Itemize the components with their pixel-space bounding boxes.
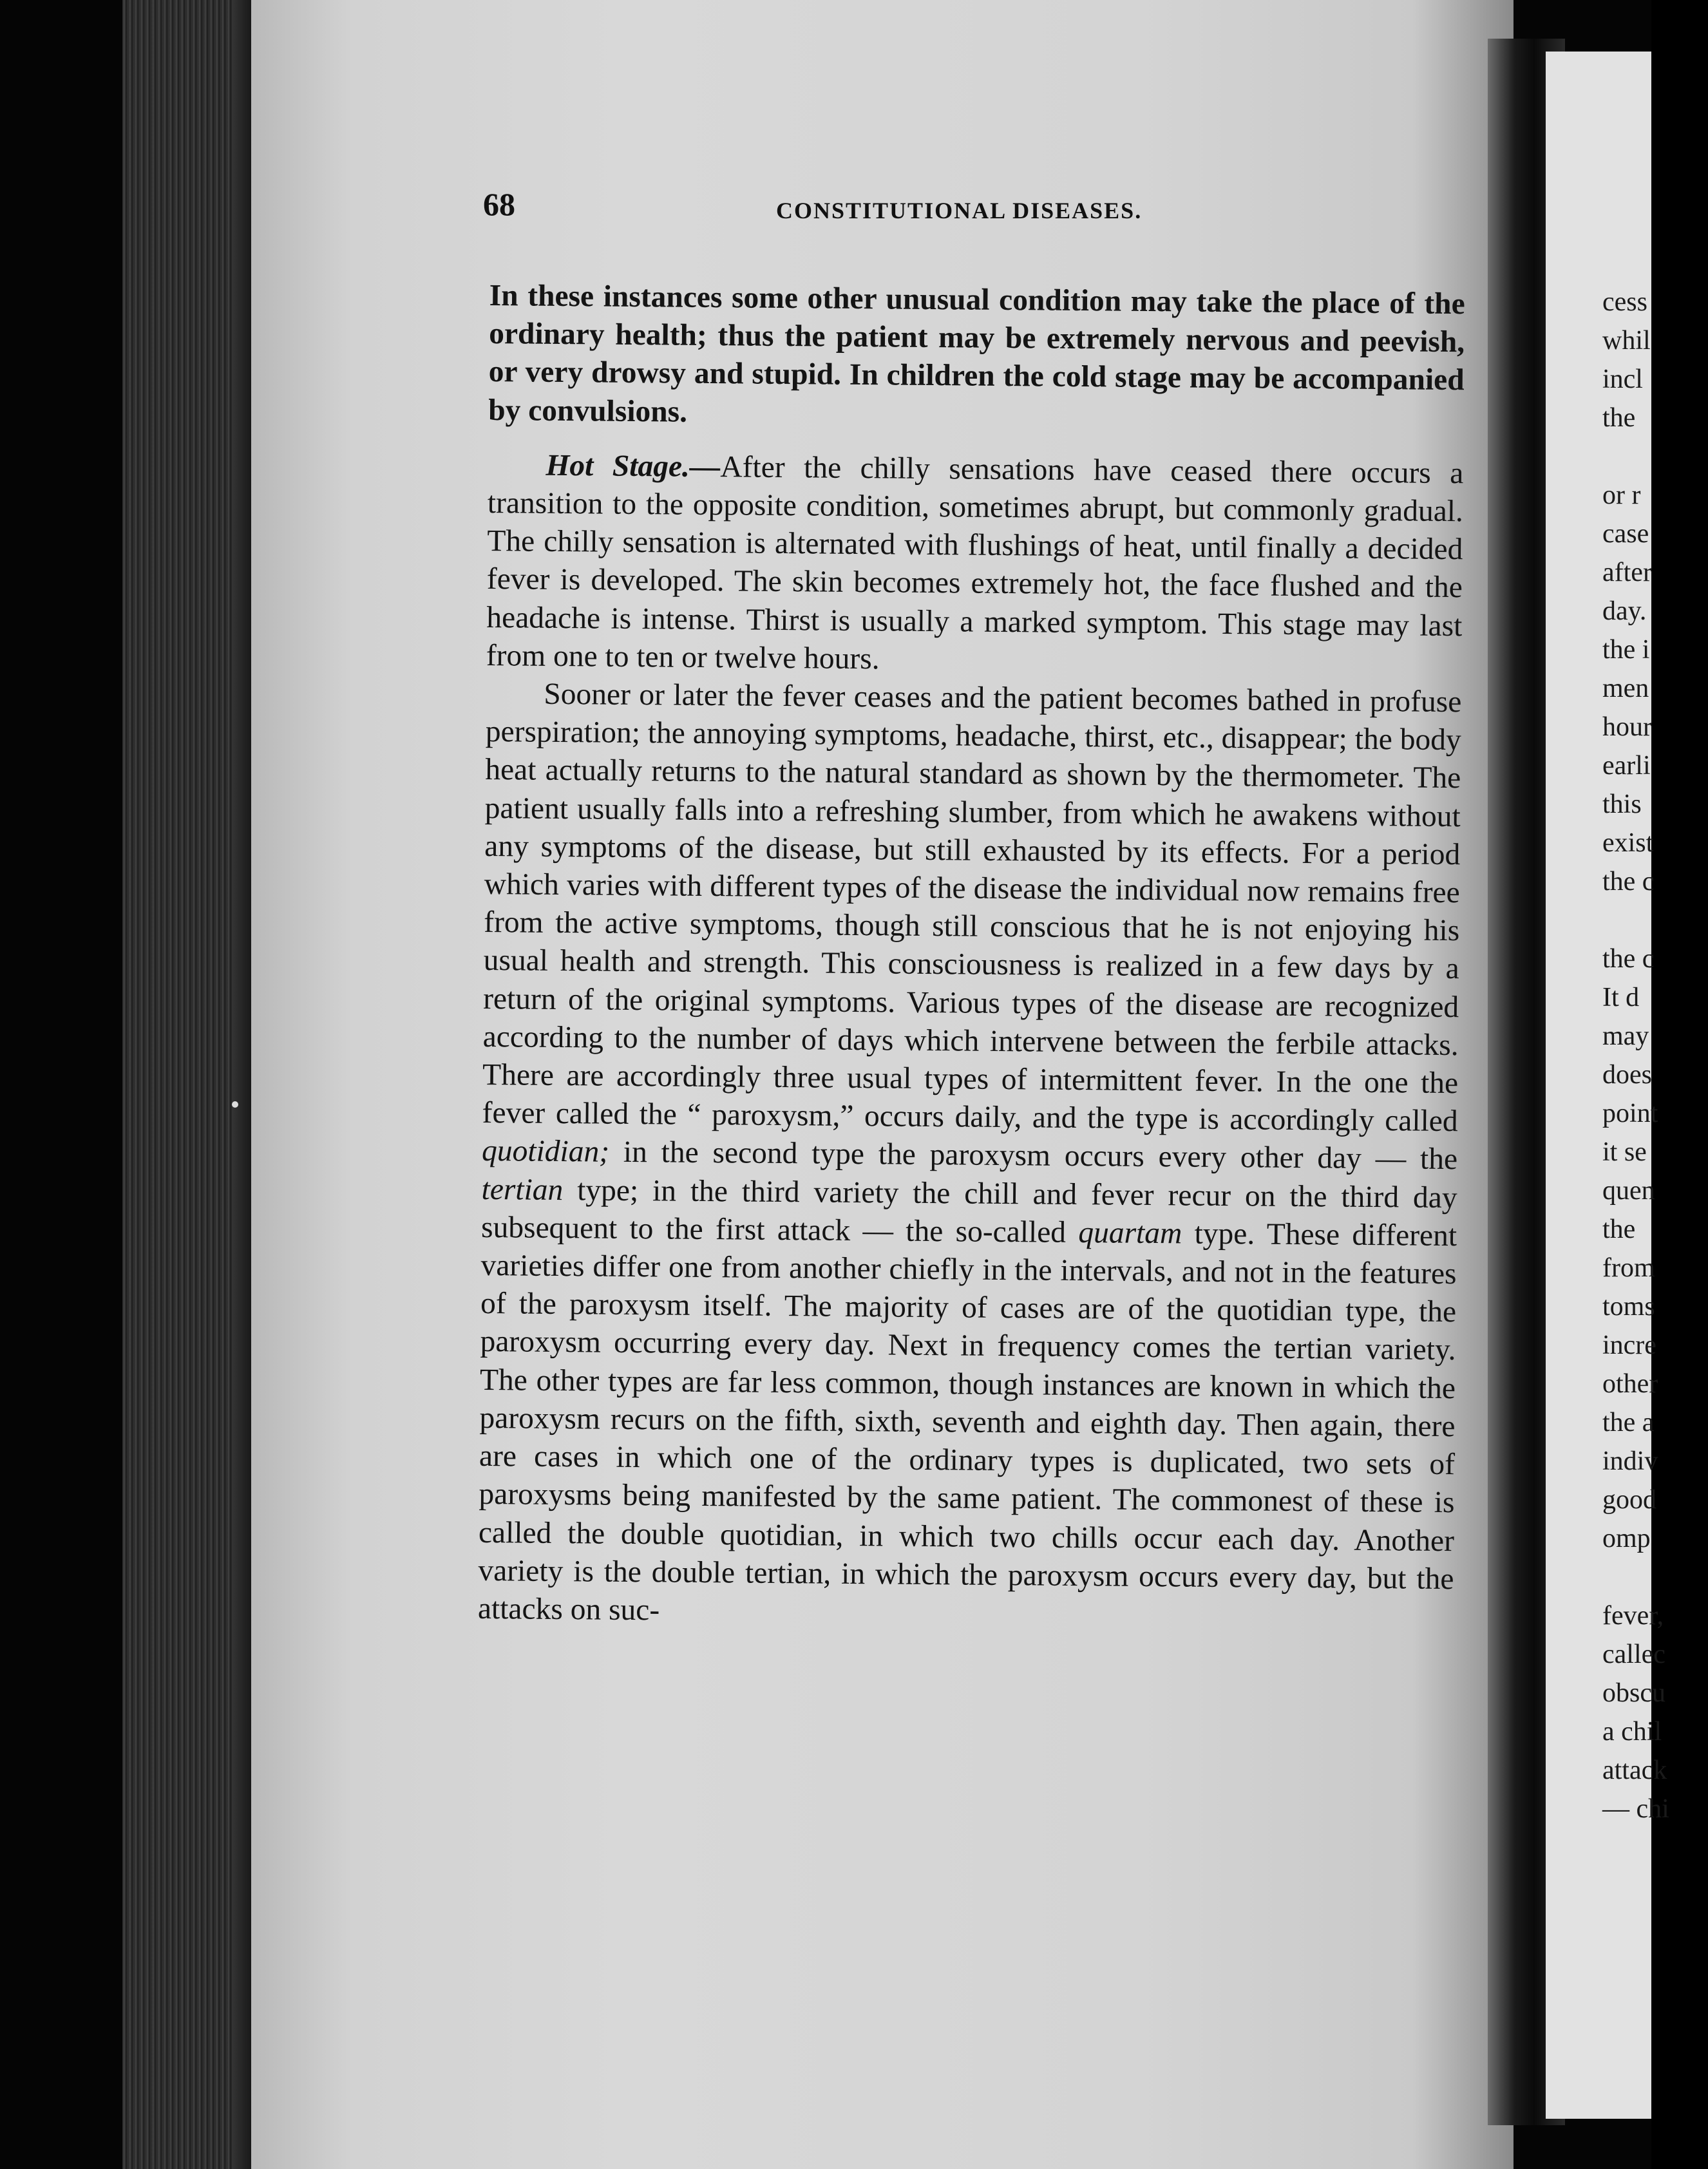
paragraph-cold-stage-end: In these instances some other unusual condition may take the place of the ordinary health; thus the patient may be extremely nervous and peevish, or very drowsy and stupid. In children the cold stage may be accompanied by convulsions. [488, 278, 1465, 429]
paragraph-hot-stage [486, 446, 1464, 683]
facing-line: the [1602, 403, 1636, 433]
facing-line: the i [1602, 635, 1650, 665]
facing-line: — chi [1602, 1794, 1669, 1824]
facing-line: case [1602, 519, 1649, 549]
facing-line: point [1602, 1099, 1658, 1128]
running-title: CONSTITUTIONAL DISEASES. [776, 198, 1143, 223]
hot-stage-text: After the chilly sensations have ceased there occurs a transition to the opposite condition, sometimes abrupt, but commonly gradual. The chilly sensation is alternated with flushings of heat, until finally a decided fever is developed. The skin becomes extremely hot, the face flushed and the headache is intense. Thirst is usually a marked symptom. This stage may last from one to ten or twelve hours. [486, 450, 1464, 676]
page-body [478, 277, 1465, 1636]
facing-line: a chil [1602, 1717, 1662, 1747]
paragraph-text-part-3: type; in the third variety the chill and fever recur on the third day subsequent to the first attack — the so-called [480, 1173, 1457, 1249]
facing-line: after [1602, 558, 1652, 587]
facing-line: good [1602, 1485, 1656, 1515]
facing-line: quen [1602, 1176, 1655, 1206]
facing-line: incl [1602, 365, 1643, 394]
facing-line: It d [1602, 983, 1640, 1012]
facing-line: exist [1602, 828, 1654, 858]
facing-line: the c [1602, 944, 1655, 974]
paragraph-text-part-2: in the second type the paroxysm occurs every other day — the [609, 1135, 1458, 1177]
page-block-edge [122, 0, 258, 2169]
facing-line: the a [1602, 1408, 1655, 1437]
page-number: 68 [483, 186, 515, 222]
facing-line: whil [1602, 326, 1651, 355]
facing-line: earli [1602, 751, 1651, 781]
paper-speck [232, 1101, 238, 1108]
facing-line: indiv [1602, 1446, 1658, 1476]
facing-line: this [1602, 790, 1642, 819]
page-header [483, 185, 1211, 243]
facing-line: obscu [1602, 1678, 1665, 1708]
facing-line: incre [1602, 1331, 1656, 1360]
facing-line: other [1602, 1369, 1658, 1399]
facing-line: does [1602, 1060, 1652, 1090]
term-quartam: quartam [1078, 1215, 1182, 1251]
paragraph-sweating-stage [478, 675, 1462, 1636]
facing-line: hour [1602, 712, 1652, 742]
facing-line: men [1602, 674, 1649, 703]
facing-line: or r [1602, 480, 1641, 510]
facing-line: from [1602, 1253, 1655, 1283]
facing-line: fever, [1602, 1601, 1664, 1631]
facing-line: day. [1602, 596, 1647, 626]
facing-line: attack [1602, 1756, 1667, 1785]
term-tertian: tertian [481, 1172, 564, 1207]
facing-line: omp [1602, 1524, 1651, 1553]
right-facing-page [1546, 52, 1669, 2119]
facing-line: it se [1602, 1137, 1647, 1167]
facing-line: cess [1602, 287, 1647, 317]
paragraph-text-part-4: type. These different varieties differ one from another chiefly in the intervals, and not in the features of the paroxysm itself. The majority of cases are of the quotidian type, the paroxysm occurring every day. Next in frequency comes the tertian variety. The other types are far less common, though instances are known in which the paroxysm recurs on the fifth, sixth, seventh and eighth day. Then again, there are cases in which one of the ordinary types is duplicated, two sets of paroxysms being manifested by the same patient. The commonest of these is called the double quotidian, in which two chills occur each day. Another variety is the double tertian, in which the paroxysm occurs every day, but the attacks on suc- [477, 1217, 1457, 1627]
hot-stage-heading: Hot Stage.— [546, 448, 721, 484]
facing-line: the c [1602, 867, 1655, 896]
paragraph-text-part-1: Sooner or later the fever ceases and the patient becomes bathed in profuse perspiration; the annoying symptoms, headache, thirst, etc., disappear; the body heat actually returns to the natural standard as shown by the thermometer. The patient usually falls into a refreshing slumber, from which he awakens without any symptoms of the disease, but still exhausted by its effects. For a period which varies with different types of the disease the individual now remains free from the active symptoms, though still conscious that he is not enjoying his usual health and strength. This consciousness is realized in a few days by a return of the original symptoms. Various types of the disease are recognized according to the number of days which intervene between the ferbile attacks. There are accordingly three usual types of intermittent fever. In the one the fever called the “ paroxysm,” occurs daily, and the type is accordingly called [482, 677, 1462, 1139]
facing-line: may [1602, 1021, 1649, 1051]
facing-line: toms [1602, 1292, 1655, 1321]
facing-line: callec [1602, 1640, 1665, 1669]
facing-line: the [1602, 1215, 1636, 1244]
term-quotidian: quotidian; [481, 1134, 610, 1170]
